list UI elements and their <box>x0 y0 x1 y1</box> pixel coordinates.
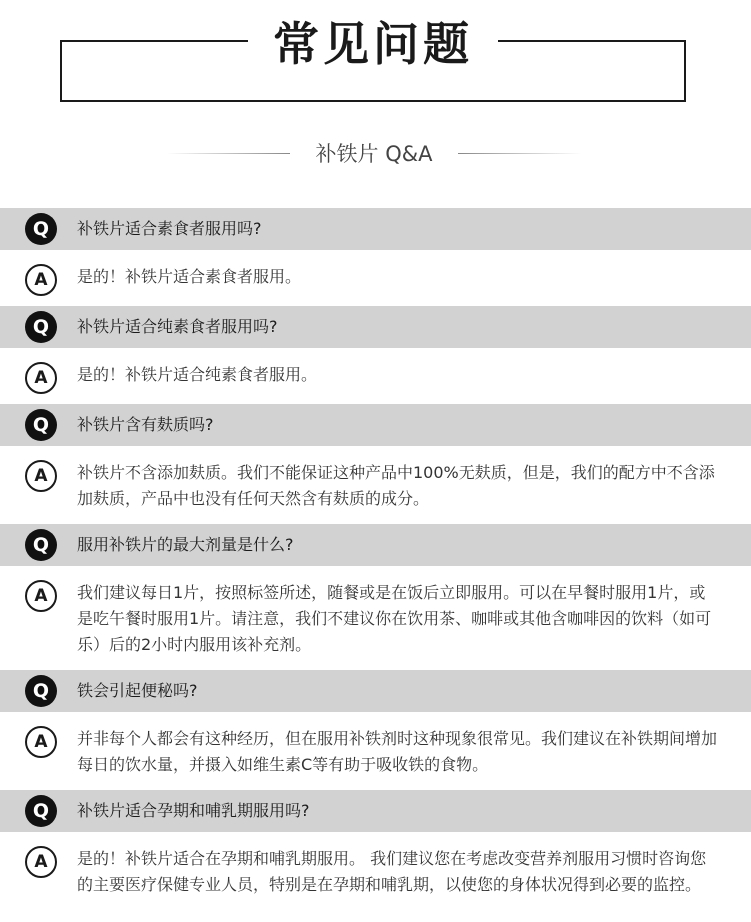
answer-row <box>0 250 751 306</box>
question-row <box>0 306 751 348</box>
answer-icon: A <box>25 580 57 612</box>
answer-row <box>0 348 751 404</box>
question-text: 服用补铁片的最大剂量是什么? <box>77 535 294 554</box>
answer-text: 并非每个人都会有这种经历，但在服用补铁剂时这种现象很常见。我们建议在补铁期间增加每日的饮水量，并摄入如维生素C等有助于吸收铁的食物。 <box>77 729 718 774</box>
question-icon: Q <box>25 795 57 827</box>
question-text: 补铁片适合孕期和哺乳期服用吗? <box>77 801 310 820</box>
faq-list <box>0 208 751 910</box>
question-icon: Q <box>25 311 57 343</box>
question-text: 铁会引起便秘吗? <box>77 681 198 700</box>
question-row <box>0 404 751 446</box>
question-row <box>0 670 751 712</box>
question-icon: Q <box>25 675 57 707</box>
question-text: 补铁片适合纯素食者服用吗? <box>77 317 278 336</box>
subtitle-row <box>0 136 751 172</box>
page-title: 常见问题 <box>248 8 498 80</box>
answer-row <box>0 566 751 670</box>
faq-item <box>0 208 751 306</box>
answer-icon: A <box>25 362 57 394</box>
question-text: 补铁片含有麸质吗? <box>77 415 214 434</box>
question-icon: Q <box>25 529 57 561</box>
question-icon: Q <box>25 409 57 441</box>
answer-text: 补铁片不含添加麸质。我们不能保证这种产品中100%无麸质，但是，我们的配方中不含添加麸质，产品中也没有任何天然含有麸质的成分。 <box>77 463 715 508</box>
answer-icon: A <box>25 264 57 296</box>
faq-item <box>0 306 751 404</box>
subtitle-divider-left <box>166 153 290 154</box>
answer-text: 我们建议每日1片，按照标签所述，随餐或是在饭后立即服用。可以在早餐时服用1片，或是吃午餐时服用1片。请注意，我们不建议你在饮用茶、咖啡或其他含咖啡因的饮料（如可乐）后的2小时内服用该补充剂。 <box>77 583 712 654</box>
answer-text: 是的！补铁片适合纯素食者服用。 <box>77 365 318 384</box>
subtitle-divider-right <box>458 153 582 154</box>
question-row <box>0 208 751 250</box>
answer-icon: A <box>25 846 57 878</box>
faq-item <box>0 790 751 910</box>
faq-item <box>0 524 751 670</box>
answer-row <box>0 832 751 910</box>
answer-text: 是的！补铁片适合素食者服用。 <box>77 267 302 286</box>
faq-item <box>0 670 751 790</box>
answer-icon: A <box>25 726 57 758</box>
question-row <box>0 790 751 832</box>
question-icon: Q <box>25 213 57 245</box>
question-row <box>0 524 751 566</box>
faq-item <box>0 404 751 524</box>
answer-row <box>0 446 751 524</box>
answer-row <box>0 712 751 790</box>
page-subtitle: 补铁片 Q&A <box>315 142 433 166</box>
question-text: 补铁片适合素食者服用吗? <box>77 219 262 238</box>
answer-icon: A <box>25 460 57 492</box>
answer-text: 是的！补铁片适合在孕期和哺乳期服用。 我们建议您在考虑改变营养剂服用习惯时咨询您的主要医疗保健专业人员，特别是在孕期和哺乳期，以使您的身体状况得到必要的监控。 <box>77 849 707 894</box>
